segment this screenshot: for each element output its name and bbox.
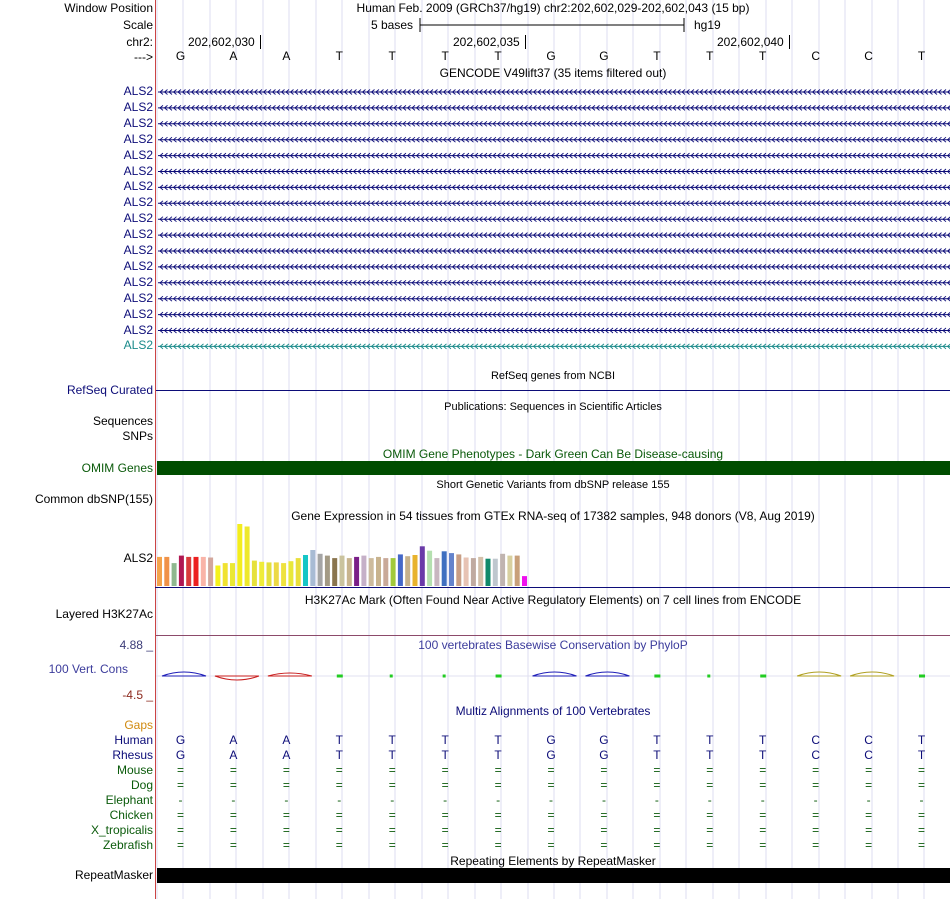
dbsnp-track-label[interactable]: Common dbSNP(155) [34,492,153,506]
multiz-base: T [335,748,343,762]
gtex-tissue-bar [493,559,498,586]
multiz-base: = [706,808,714,822]
omim-track-label[interactable]: OMIM Genes [81,461,153,475]
phylop-track-label[interactable]: 100 Vert. Cons [48,662,128,676]
multiz-base: T [653,748,661,762]
multiz-base: = [388,823,396,837]
multiz-base: T [335,733,343,747]
multiz-base: G [175,733,186,747]
gtex-tissue-bar [464,558,469,587]
repeatmasker-track-label[interactable]: RepeatMasker [74,868,153,882]
multiz-base: T [706,748,714,762]
phylop-score-mark [850,672,894,676]
repeatmasker-bar[interactable] [157,868,950,883]
multiz-base: = [759,823,767,837]
multiz-species-label: Elephant [105,793,153,807]
multiz-base: = [282,763,290,777]
multiz-base: = [812,763,820,777]
phylop-score-mark [654,675,660,678]
multiz-base: = [865,808,873,822]
base-letter: T [388,49,396,63]
multiz-base: = [388,838,396,852]
multiz-base: = [918,823,926,837]
phylop-score-mark [496,675,502,678]
multiz-base: = [441,823,449,837]
gtex-bar-chart[interactable] [156,522,536,586]
gencode-item-label[interactable]: ALS2 [123,131,153,146]
multiz-base: C [811,748,820,762]
multiz-base: = [865,778,873,792]
multiz-base: = [335,838,343,852]
gencode-item-label[interactable]: ALS2 [123,338,153,353]
multiz-base: T [388,748,396,762]
phylop-track-title: 100 vertebrates Basewise Conservation by PhyloP [418,638,688,652]
gtex-tissue-bar [281,563,286,586]
multiz-base: G [546,733,556,747]
multiz-base: G [175,748,186,762]
gtex-tissue-bar [259,562,264,586]
multiz-base: T [388,733,396,747]
gtex-tissue-bar [164,557,169,586]
multiz-base: = [812,823,820,837]
multiz-base: = [653,838,661,852]
phylop-score-mark [585,672,629,676]
multiz-base: = [918,778,926,792]
base-letter: T [653,49,661,63]
multiz-base: = [547,763,555,777]
multiz-base: = [229,823,237,837]
multiz-base: - [866,793,871,807]
multiz-base: - [337,793,342,807]
gtex-tissue-bar [252,561,257,586]
gtex-tissue-bar [288,561,293,586]
multiz-base: = [865,838,873,852]
multiz-base: - [390,793,395,807]
multiz-base: - [707,793,712,807]
gtex-bottom-line [155,587,950,588]
multiz-base: A [229,748,238,762]
multiz-base: = [229,763,237,777]
multiz-base: = [759,808,767,822]
gtex-tissue-bar [391,558,396,586]
h3k27ac-track-label[interactable]: Layered H3K27Ac [55,607,153,621]
multiz-base: C [864,748,873,762]
multiz-base: = [335,763,343,777]
phylop-score-mark [760,675,766,678]
multiz-base: T [759,733,767,747]
multiz-base: = [494,823,502,837]
coord-tick-1: 202,602,030 [188,35,255,49]
multiz-base: = [918,763,926,777]
multiz-base: = [441,778,449,792]
publications-label-line1[interactable]: Sequences [92,414,153,428]
publications-track-title: Publications: Sequences in Scientific Articles [444,401,662,413]
gtex-tissue-bar [369,558,374,586]
gtex-tissue-bar [223,563,228,586]
multiz-base: T [653,733,661,747]
multiz-track-title: Multiz Alignments of 100 Vertebrates [455,704,651,718]
gtex-tissue-bar [456,554,461,586]
multiz-base: = [335,778,343,792]
multiz-base: = [282,838,290,852]
coord-tick-mark-3 [789,35,790,49]
multiz-base: - [654,793,659,807]
multiz-base: - [549,793,553,807]
phylop-score-mark [533,672,577,676]
phylop-score-mark [443,675,446,678]
multiz-base: = [229,838,237,852]
gencode-item-label[interactable]: ALS2 [123,243,153,257]
multiz-base: = [282,823,290,837]
multiz-base: T [441,748,449,762]
multiz-base: - [496,793,501,807]
refseq-track-title: RefSeq genes from NCBI [490,370,616,382]
gtex-tissue-bar [405,556,410,586]
gaps-label: Gaps [124,718,153,732]
gtex-tissue-bar [507,556,512,586]
multiz-base: T [494,748,502,762]
base-letter: T [441,49,449,63]
gtex-tissue-bar [172,563,177,586]
phylop-score-mark [162,672,206,676]
multiz-base: = [441,763,449,777]
multiz-base: = [547,808,555,822]
multiz-base: = [653,778,661,792]
gencode-item-label[interactable]: ALS2 [123,211,153,226]
multiz-base: = [494,808,502,822]
base-letter: T [494,49,502,63]
multiz-species-label: Mouse [116,763,153,777]
multiz-base: = [918,838,926,852]
base-letter: C [864,49,873,63]
multiz-base: = [759,763,767,777]
refseq-line[interactable] [156,390,950,391]
gtex-tissue-bar [434,558,439,586]
multiz-base: = [388,763,396,777]
multiz-base: = [176,838,184,852]
phylop-score-mark [919,675,925,678]
multiz-base: = [176,823,184,837]
publications-label-line2[interactable]: SNPs [122,429,153,443]
multiz-base: = [653,808,661,822]
gencode-item-label[interactable]: ALS2 [123,179,153,194]
base-letter: T [759,49,767,63]
gtex-tissue-bar [515,556,520,586]
gtex-tissue-bar [245,527,250,587]
multiz-base: = [706,778,714,792]
multiz-base: = [282,778,290,792]
multiz-species-label: X_tropicalis [90,823,153,837]
multiz-base: = [865,823,873,837]
multiz-base: = [653,763,661,777]
gencode-item-label[interactable]: ALS2 [123,290,153,305]
multiz-base: = [388,778,396,792]
gtex-tissue-bar [486,559,491,586]
gtex-tissue-bar [201,557,206,586]
gtex-tissue-bar [500,554,505,586]
multiz-base: T [759,748,767,762]
multiz-base: = [547,823,555,837]
gtex-tissue-bar [478,557,483,586]
refseq-track-label[interactable]: RefSeq Curated [66,383,153,397]
multiz-base: = [441,808,449,822]
phylop-score-mark [268,673,312,676]
gtex-tissue-bar [420,546,425,586]
base-letter: G [599,49,609,63]
multiz-base: C [811,733,820,747]
gtex-tissue-bar [449,553,454,586]
chrom-label: chr2: [126,35,153,49]
gencode-item-label[interactable]: ALS2 [123,274,153,289]
multiz-base: = [600,838,608,852]
gtex-tissue-bar [296,558,301,586]
multiz-base: = [653,823,661,837]
phylop-score-mark [215,676,259,680]
multiz-base: A [229,733,238,747]
multiz-base: = [494,778,502,792]
multiz-base: = [706,838,714,852]
gtex-tissue-bar [332,558,337,586]
gtex-tissue-bar [267,562,272,586]
multiz-base: = [600,823,608,837]
multiz-base: G [599,733,609,747]
omim-track-title: OMIM Gene Phenotypes - Dark Green Can Be Disease-causing [382,447,724,461]
multiz-base: = [865,763,873,777]
gtex-tissue-bar [413,555,418,586]
phylop-score-mark [797,672,841,676]
multiz-base: = [812,778,820,792]
base-letter: T [335,49,343,63]
multiz-base: = [229,808,237,822]
gtex-track-label[interactable]: ALS2 [123,551,153,565]
gtex-tissue-bar [237,524,242,586]
multiz-base: - [919,793,924,807]
multiz-base: - [601,793,606,807]
gtex-tissue-bar [347,558,352,586]
base-letter: T [706,49,714,63]
gencode-item-label[interactable]: ALS2 [123,306,153,321]
gtex-tissue-bar [383,558,388,586]
gtex-tissue-bar [186,557,191,586]
dbsnp-track-title: Short Genetic Variants from dbSNP release 155 [436,479,670,491]
multiz-base: = [176,808,184,822]
multiz-base: A [282,748,291,762]
gtex-tissue-bar [310,550,315,586]
gtex-tissue-bar [318,554,323,586]
multiz-base: = [759,838,767,852]
base-letter: C [811,49,820,63]
omim-bar[interactable] [157,461,950,475]
gtex-tissue-bar [215,566,220,587]
coord-tick-2: 202,602,035 [453,35,520,49]
multiz-base: - [443,793,448,807]
multiz-species-label: Dog [130,778,153,792]
multiz-base: - [231,793,236,807]
gencode-item-label[interactable]: ALS2 [123,195,153,210]
base-letter: G [546,49,556,63]
multiz-base: = [176,763,184,777]
repeatmasker-track-title: Repeating Elements by RepeatMasker [450,854,656,868]
multiz-base: T [494,733,502,747]
multiz-base: A [282,733,291,747]
gtex-tissue-bar [208,558,213,587]
gtex-tissue-bar [325,556,330,586]
h3k27ac-baseline [156,635,950,636]
multiz-species-label: Human [114,733,153,747]
phylop-min-label: -4.5 _ [122,688,153,702]
gencode-item-label[interactable]: ALS2 [123,227,153,242]
gtex-tissue-bar [376,557,381,586]
gtex-tissue-bar [340,556,345,586]
gencode-item-label[interactable]: ALS2 [123,99,153,114]
multiz-base: = [547,778,555,792]
gtex-tissue-bar [398,554,403,586]
multiz-base: = [706,763,714,777]
gtex-tissue-bar [427,551,432,586]
gtex-tissue-bar [361,556,366,586]
multiz-base: = [335,808,343,822]
gtex-tissue-bar [354,557,359,586]
multiz-base: = [547,838,555,852]
multiz-base: = [388,808,396,822]
multiz-base: = [600,808,608,822]
window-position-label: Window Position [64,1,153,15]
multiz-base: = [812,838,820,852]
gencode-transcripts[interactable] [156,80,950,368]
gencode-track-title: GENCODE V49lift37 (35 items filtered out) [439,66,667,80]
gencode-item-label[interactable]: ALS2 [123,147,153,162]
multiz-base: = [600,778,608,792]
strand-label: ---> [134,50,153,64]
gtex-tissue-bar [194,557,199,586]
multiz-species-label: Rhesus [112,748,153,762]
phylop-score-mark [390,675,393,678]
gencode-item-label[interactable]: ALS2 [123,163,153,178]
gtex-tissue-bar [303,555,308,586]
multiz-base: = [335,823,343,837]
base-letter: A [229,49,238,63]
multiz-species-label: Zebrafish [102,838,153,852]
scale-label: Scale [122,18,153,32]
multiz-base: - [284,793,289,807]
multiz-base: = [600,763,608,777]
coord-tick-3: 202,602,040 [717,35,784,49]
coord-tick-mark-1 [260,35,261,49]
multiz-base: = [494,763,502,777]
multiz-base: T [706,733,714,747]
multiz-base: T [917,733,926,747]
gtex-tissue-bar [522,576,527,586]
gtex-tissue-bar [274,562,279,586]
multiz-base: = [494,838,502,852]
multiz-base: G [599,748,609,762]
multiz-base: G [546,748,556,762]
multiz-base: = [282,808,290,822]
phylop-score-mark [337,675,343,678]
multiz-base: C [864,733,873,747]
multiz-base: = [229,778,237,792]
scale-assembly: hg19 [694,18,721,32]
gtex-tissue-bar [157,557,162,586]
multiz-base: = [918,808,926,822]
scale-bar [418,17,688,33]
multiz-base: = [759,778,767,792]
scale-bases: 5 bases [371,18,414,32]
base-letter: A [282,49,291,63]
multiz-base: = [812,808,820,822]
bases-row [154,49,950,64]
gencode-item-label[interactable]: ALS2 [123,115,153,130]
multiz-base: T [441,733,449,747]
base-letter: T [917,49,926,63]
coord-tick-mark-2 [525,35,526,49]
multiz-base: = [176,778,184,792]
gtex-tissue-bar [442,551,447,586]
window-position-value: Human Feb. 2009 (GRCh37/hg19) chr2:202,602,029-202,602,043 (15 bp) [356,1,750,15]
phylop-max-label: 4.88 _ [119,638,153,652]
gencode-item-label[interactable]: ALS2 [123,258,153,273]
h3k27ac-track-title: H3K27Ac Mark (Often Found Near Active Regulatory Elements) on 7 cell lines from ENCODE [304,593,802,607]
multiz-base: - [760,793,765,807]
gtex-track-title: Gene Expression in 54 tissues from GTEx RNA-seq of 17382 samples, 948 donors (V8, Aug 2019) [291,509,815,523]
multiz-base: = [441,838,449,852]
multiz-base: = [706,823,714,837]
gtex-tissue-bar [471,558,476,586]
gencode-item-label[interactable]: ALS2 [123,84,153,98]
multiz-base: T [917,748,926,762]
phylop-score-mark [707,675,710,678]
phylop-signal[interactable] [156,666,950,690]
multiz-base: - [813,793,818,807]
gtex-tissue-bar [179,556,184,586]
multiz-species-label: Chicken [109,808,153,822]
gtex-tissue-bar [230,563,235,586]
multiz-base: - [178,793,183,807]
base-letter: G [175,49,186,63]
gencode-item-label[interactable]: ALS2 [123,322,153,337]
